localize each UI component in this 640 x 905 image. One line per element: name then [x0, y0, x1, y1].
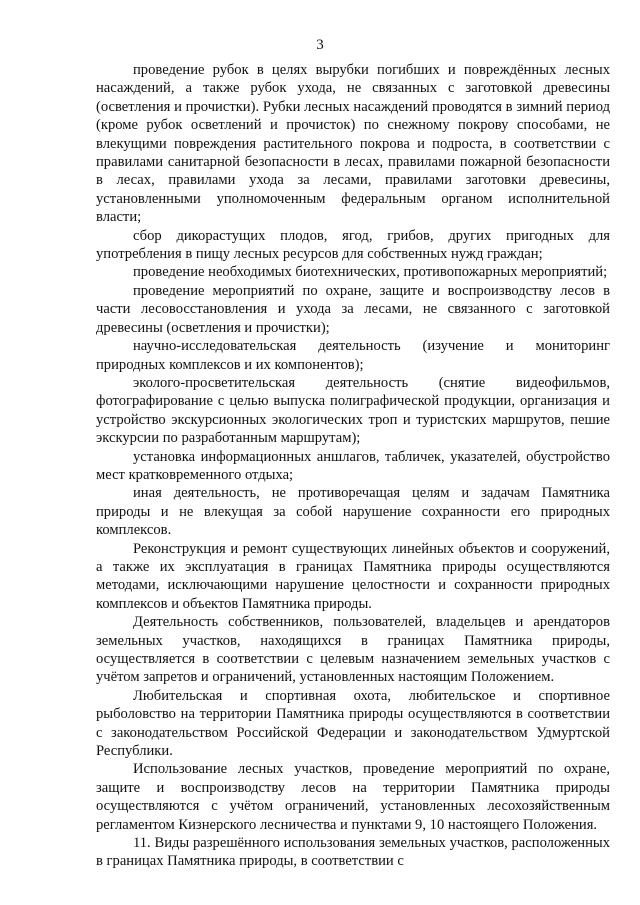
paragraph-reconstruction: Реконструкция и ремонт существующих линейных объектов и сооружений, а также их эксплуатация в границах Памятника природы осуществляются методами, исключающими нарушение целостности и сохранности природных комплексов и объектов Памятника природы. [96, 540, 610, 612]
paragraph-felling: проведение рубок в целях вырубки погибших и повреждённых лесных насаждений, а также рубок ухода, не связанных с заготовкой древесины (осветления и прочистки). Рубки лесных насаждений проводятся в зимний период (кроме рубок осветлений и прочисток) по снежному покрову способами, не влекущими повреждения растительного покрова и подроста, в соответствии с правилами санитарной безопасности в лесах, правилами пожарной безопасности в лесах, правилами ухода за лесами, правилами заготовки древесины, установленными уполномоченным федеральным органом исполнительной власти; [96, 62, 610, 226]
paragraph-ecological-education: эколого-просветительская деятельность (снятие видеофильмов, фотографирование с целью выпуска полиграфической продукции, организация и устройство экскурсионных экологических троп и туристских маршрутов, пешие экскурсии по разработанным маршрутам); [96, 374, 610, 447]
paragraph-hunting-fishing: Любительская и спортивная охота, любительское и спортивное рыболовство на территории Памятника природы осуществляются в соответствии с законодательством Российской Федерации и законодательством Удмуртской Республики. [96, 687, 610, 760]
paragraph-signage: установка информационных аншлагов, табличек, указателей, обустройство мест кратковременного отдыха; [96, 448, 610, 483]
page-number: 3 [316, 37, 324, 53]
paragraph-forest-protection: проведение мероприятий по охране, защите и воспроизводству лесов в части лесовосстановления и ухода за лесами, не связанного с заготовкой древесины (осветления и прочистки); [96, 282, 610, 336]
paragraph-gathering: сбор дикорастущих плодов, ягод, грибов, других пригодных для употребления в пищу лесных ресурсов для собственных нужд граждан; [96, 227, 610, 263]
paragraph-research: научно-исследовательская деятельность (изучение и мониторинг природных комплексов и их компонентов); [96, 338, 610, 373]
document-body [96, 61, 610, 871]
paragraph-biotechnical: проведение необходимых биотехнических, противопожарных мероприятий; [133, 264, 608, 281]
paragraph-item-11: 11. Виды разрешённого использования земельных участков, расположенных в границах Памятника природы, в соответствии с [96, 835, 610, 870]
paragraph-forest-use: Использование лесных участков, проведение мероприятий по охране, защите и воспроизводству лесов на территории Памятника природы осуществляются с учётом ограничений, установленных лесохозяйственным регламентом Кизнерского лесничества и пунктами 9, 10 настоящего Положения. [96, 761, 610, 833]
paragraph-other-activity: иная деятельность, не противоречащая целям и задачам Памятника природы и не влекущая за собой нарушение сохранности его природных комплексов. [96, 485, 610, 539]
paragraph-land-owners: Деятельность собственников, пользователей, владельцев и арендаторов земельных участков, находящихся в границах Памятника природы, осуществляется в соответствии с целевым назначением земельных участков с учётом запретов и ограничений, установленных настоящим Положением. [96, 614, 610, 686]
